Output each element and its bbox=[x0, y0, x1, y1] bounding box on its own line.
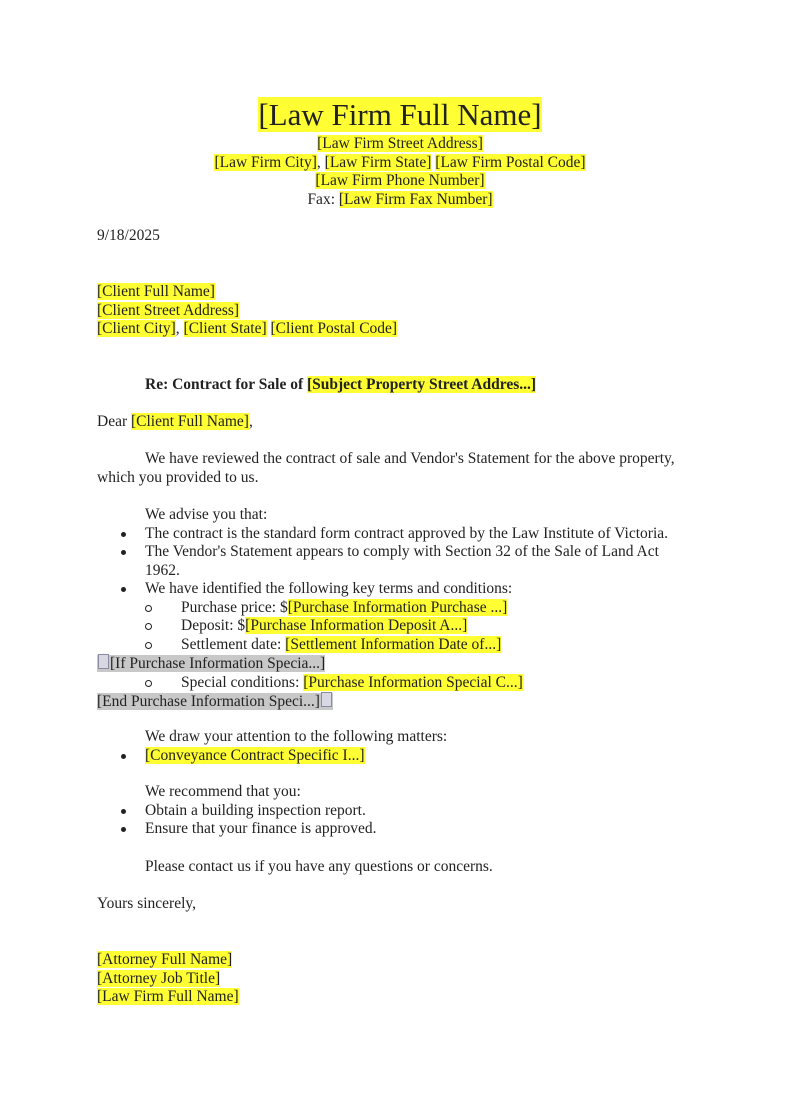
law-firm-phone-field[interactable]: [Law Firm Phone Number] bbox=[315, 172, 485, 189]
law-firm-state-field[interactable]: [Law Firm State] bbox=[324, 153, 432, 171]
advise-list bbox=[97, 525, 717, 599]
fax-label: Fax: bbox=[307, 190, 335, 208]
list-item bbox=[97, 617, 717, 636]
special-conditions-field[interactable]: [Purchase Information Special C...] bbox=[303, 673, 523, 691]
list-item bbox=[97, 636, 717, 655]
re-label: Re: Contract for Sale of bbox=[145, 376, 304, 393]
letter-date bbox=[97, 227, 717, 246]
law-firm-fax-field[interactable]: [Law Firm Fax Number] bbox=[338, 190, 493, 208]
advise-section bbox=[97, 506, 717, 712]
attention-list bbox=[97, 747, 717, 766]
list-item bbox=[97, 747, 717, 766]
comma-separator: , bbox=[316, 153, 325, 171]
attention-section bbox=[97, 728, 717, 765]
client-address-block: [Client Full Name] [Client Street Address] [Client City], [Client State] [Client Postal Code] bbox=[97, 283, 398, 337]
conditional-if-block[interactable]: [If Purchase Information Specia...] bbox=[97, 654, 717, 674]
law-firm-city-field[interactable]: [Law Firm City] bbox=[214, 153, 317, 171]
list-item: The contract is the standard form contract approved by the Law Institute of Victoria. bbox=[97, 525, 717, 544]
law-firm-street-field[interactable]: [Law Firm Street Address] bbox=[317, 135, 483, 152]
salutation-prefix: Dear bbox=[97, 413, 128, 430]
purchase-price-label: Purchase price: $ bbox=[181, 598, 288, 616]
conditional-marker-icon bbox=[321, 692, 332, 707]
key-terms-list bbox=[97, 599, 717, 655]
law-firm-name-field[interactable]: [Law Firm Full Name] bbox=[258, 97, 542, 132]
deposit-label: Deposit: $ bbox=[181, 617, 246, 634]
client-postal-field[interactable]: [Client Postal Code] bbox=[270, 320, 398, 337]
signature-firm-name-field[interactable]: [Law Firm Full Name] bbox=[97, 988, 239, 1005]
intro-paragraph: We have reviewed the contract of sale and Vendor's Statement for the above property, which you provided to us. bbox=[97, 450, 675, 486]
attorney-name-field[interactable]: [Attorney Full Name] bbox=[97, 951, 233, 968]
recommend-intro: We recommend that you: bbox=[145, 783, 301, 800]
client-city-field[interactable]: [Client City] bbox=[97, 320, 176, 337]
list-item: We have identified the following key terms and conditions: bbox=[97, 580, 717, 599]
salutation-client-name-field[interactable]: [Client Full Name] bbox=[131, 413, 249, 430]
settlement-label: Settlement date: bbox=[181, 635, 282, 653]
salutation: Dear [Client Full Name], bbox=[97, 413, 253, 430]
letterhead bbox=[0, 96, 800, 209]
attention-intro: We draw your attention to the following matters: bbox=[145, 728, 448, 745]
date-text: 9/18/2025 bbox=[97, 227, 160, 244]
recommend-list bbox=[97, 802, 717, 839]
contact-paragraph: Please contact us if you have any questions or concerns. bbox=[145, 858, 493, 875]
list-item: The Vendor's Statement appears to comply with Section 32 of the Sale of Land Act 1962. bbox=[97, 543, 685, 580]
advise-intro: We advise you that: bbox=[145, 506, 268, 523]
signature-block bbox=[97, 951, 717, 1007]
settlement-field[interactable]: [Settlement Information Date of...] bbox=[285, 635, 502, 653]
recommend-section bbox=[97, 783, 717, 839]
subject-property-field[interactable]: [Subject Property Street Addres...] bbox=[307, 376, 537, 393]
special-conditions-list bbox=[97, 674, 717, 693]
client-name-field[interactable]: [Client Full Name] bbox=[97, 283, 215, 300]
re-line bbox=[97, 376, 717, 395]
conveyance-specific-field[interactable]: [Conveyance Contract Specific I...] bbox=[145, 746, 365, 764]
conditional-marker-icon bbox=[98, 654, 109, 669]
client-state-field[interactable]: [Client State] bbox=[183, 320, 267, 337]
list-item bbox=[97, 599, 717, 618]
conditional-end-block[interactable]: [End Purchase Information Speci...] bbox=[97, 692, 717, 712]
deposit-field[interactable]: [Purchase Information Deposit A...] bbox=[245, 617, 468, 634]
client-street-field[interactable]: [Client Street Address] bbox=[97, 301, 240, 319]
purchase-price-field[interactable]: [Purchase Information Purchase ...] bbox=[287, 598, 508, 616]
special-conditions-label: Special conditions: bbox=[181, 673, 300, 691]
law-firm-postal-field[interactable]: [Law Firm Postal Code] bbox=[435, 153, 586, 171]
list-item: Ensure that your finance is approved. bbox=[97, 820, 717, 839]
list-item: Obtain a building inspection report. bbox=[97, 802, 717, 821]
closing: Yours sincerely, bbox=[97, 895, 197, 912]
list-item bbox=[97, 674, 717, 693]
attorney-title-field[interactable]: [Attorney Job Title] bbox=[97, 969, 221, 987]
